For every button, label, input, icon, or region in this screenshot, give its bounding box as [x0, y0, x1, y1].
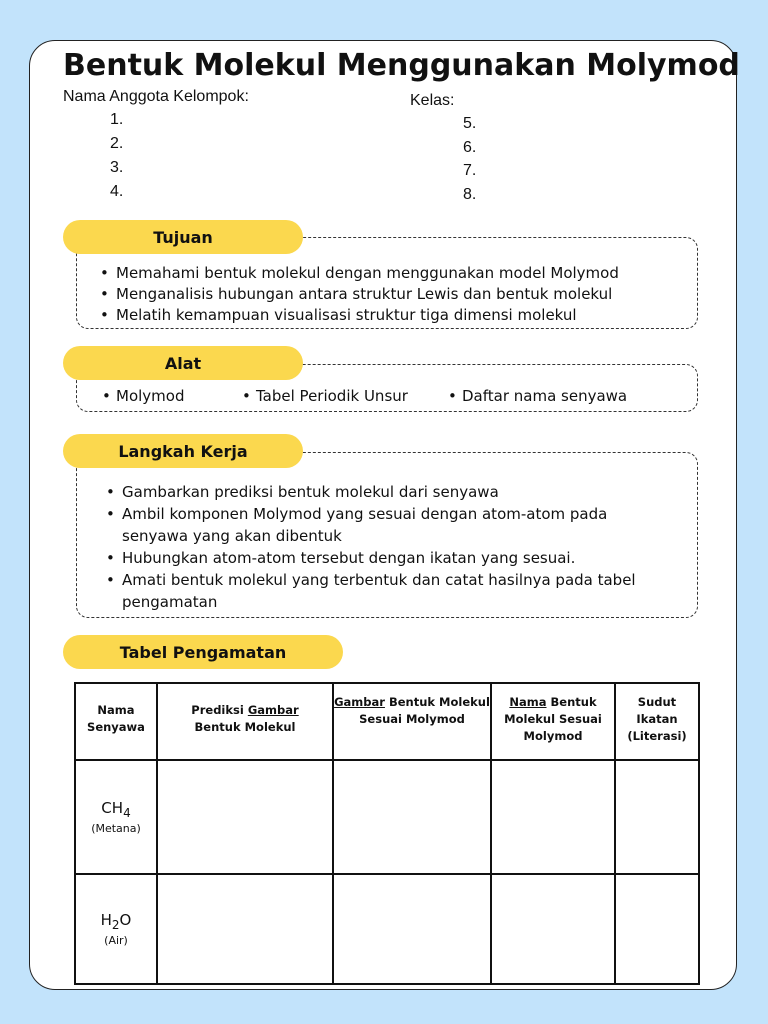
tabel-heading: Tabel Pengamatan — [63, 635, 343, 669]
member-number: 6. — [463, 139, 477, 156]
list-item: • Daftar nama senyawa — [446, 387, 627, 405]
member-number: 8. — [463, 186, 477, 203]
header-nama-molymod: Nama Bentuk Molekul Sesuai Molymod — [491, 683, 615, 760]
header-sudut-ikatan: Sudut Ikatan (Literasi) — [615, 683, 699, 760]
table-row — [75, 874, 699, 984]
tujuan-list — [98, 263, 688, 326]
member-number: 1. — [110, 111, 124, 128]
list-item: • Amati bentuk molekul yang terbentuk dan catat hasilnya pada tabel pengamatan — [104, 569, 674, 613]
langkah-list — [104, 481, 674, 613]
list-item: • Molymod — [100, 387, 240, 405]
compound-cell: $CH_4$ (Metana) — [75, 760, 157, 874]
langkah-heading: Langkah Kerja — [63, 434, 303, 468]
list-item: • Hubungkan atom-atom tersebut dengan ikatan yang sesuai. — [104, 547, 674, 569]
member-number: 4. — [110, 183, 124, 200]
member-number: 3. — [110, 159, 124, 176]
page-title: Bentuk Molekul Menggunakan Molymod — [63, 48, 740, 83]
member-number: 2. — [110, 135, 124, 152]
alat-heading: Alat — [63, 346, 303, 380]
answer-cell[interactable] — [157, 874, 333, 984]
alat-list — [100, 387, 627, 405]
header-gambar-molymod: Gambar Bentuk Molekul Sesuai Molymod — [333, 683, 491, 760]
list-item: • Melatih kemampuan visualisasi struktur tiga dimensi molekul — [98, 305, 688, 326]
observation-table — [74, 682, 700, 985]
table-header-row — [75, 683, 699, 760]
tujuan-heading: Tujuan — [63, 220, 303, 254]
list-item: • Menganalisis hubungan antara struktur Lewis dan bentuk molekul — [98, 284, 688, 305]
answer-cell[interactable] — [615, 760, 699, 874]
compound-cell: $H_2O$ (Air) — [75, 874, 157, 984]
header-nama-senyawa: Nama Senyawa — [75, 683, 157, 760]
table-row — [75, 760, 699, 874]
class-label: Kelas: — [410, 92, 455, 109]
member-number: 7. — [463, 162, 477, 179]
list-item: • Tabel Periodik Unsur — [240, 387, 446, 405]
member-number: 5. — [463, 115, 477, 132]
members-label: Nama Anggota Kelompok: — [63, 88, 249, 105]
answer-cell[interactable] — [333, 874, 491, 984]
list-item: • Ambil komponen Molymod yang sesuai dengan atom-atom pada senyawa yang akan dibentuk — [104, 503, 674, 547]
answer-cell[interactable] — [491, 874, 615, 984]
answer-cell[interactable] — [615, 874, 699, 984]
answer-cell[interactable] — [157, 760, 333, 874]
list-item: • Gambarkan prediksi bentuk molekul dari senyawa — [104, 481, 674, 503]
answer-cell[interactable] — [333, 760, 491, 874]
answer-cell[interactable] — [491, 760, 615, 874]
list-item: • Memahami bentuk molekul dengan menggunakan model Molymod — [98, 263, 688, 284]
header-prediksi-gambar: Prediksi Gambar Bentuk Molekul — [157, 683, 333, 760]
